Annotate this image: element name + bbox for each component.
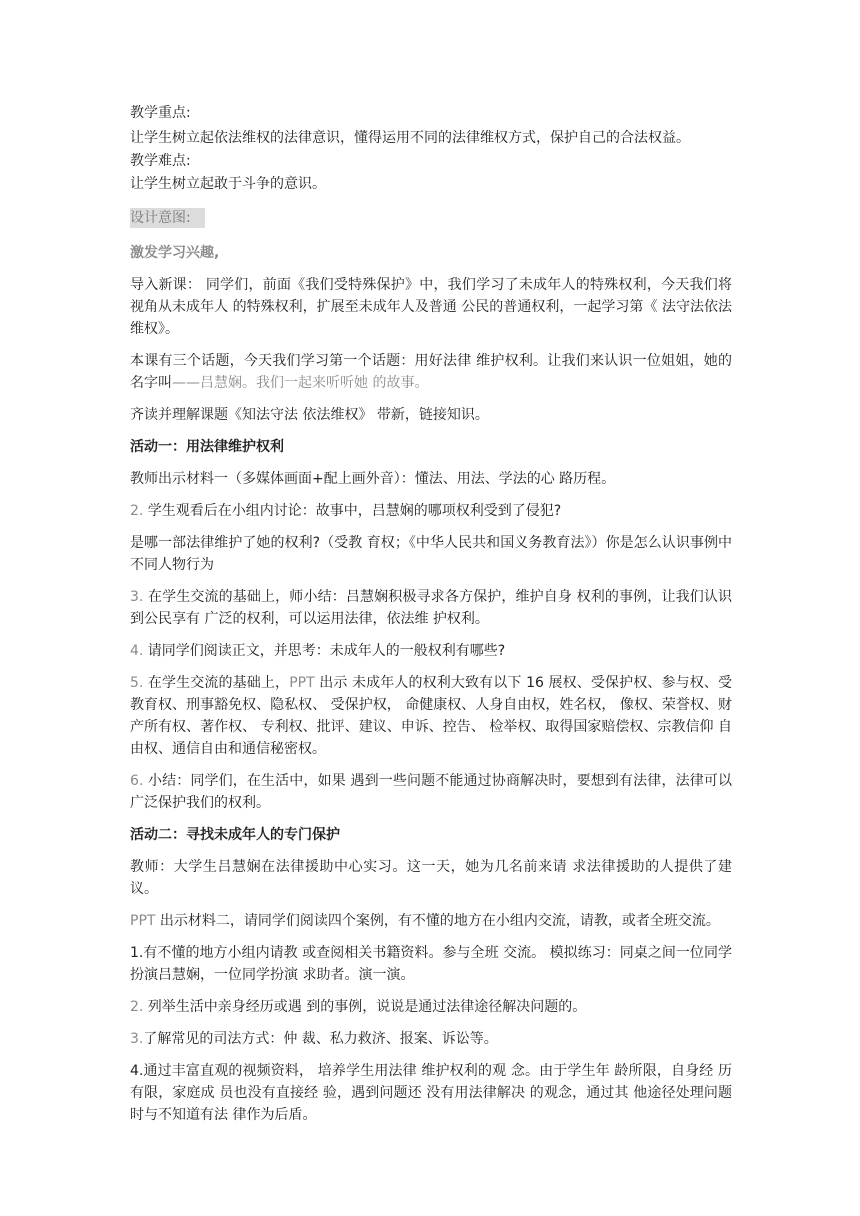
topic-gray: ——吕慧娴。我们一起来听听她 的故事。 (172, 375, 429, 391)
activity1-p3-text: 在学生交流的基础上，师小结：吕慧娴积极寻求各方保护，维护自身 权利的事例，让我们认识到公民享有 广泛的权利，可以运用法律，依法维 护权利。 (130, 589, 732, 627)
activity1-p4 (130, 640, 732, 662)
topic-paragraph (130, 350, 732, 394)
read-title-paragraph: 齐读并理解课题《知法守法 依法维权》 带新，链接知识。 (130, 407, 489, 423)
focus-label: 教学重点: (130, 105, 191, 121)
intro-paragraph: 导入新课： 同学们，前面《我们受特殊保护》中，我们学习了未成年人的特殊权利，今天我们将视角从未成年人 的特殊权利，扩展至未成年人及普通 公民的普通权利，一起学习第《 法守法依法维权》。 (130, 277, 732, 337)
activity1-p4-text: 请同学们阅读正文，并思考：未成年人的一般权利有哪些? (143, 643, 506, 659)
activity2-p1: 教师：大学生吕慧娴在法律援助中心实习。这一天，她为几名前来请 求法律援助的人提供了建议。 (130, 859, 732, 897)
activity2-p4-num: 2. (130, 999, 144, 1015)
activity2-p5-num: 3. (130, 1031, 144, 1047)
difficulty-label: 教学难点: (130, 153, 191, 169)
activity2-p2 (130, 910, 732, 932)
activity1-p3-num: 3. (130, 589, 144, 605)
document-page (130, 105, 732, 1136)
activity1-p5-text-b: 出示 未成年人的权利大致有以下 16 展权、受保护权、参与权、受教育权、刑事豁免权、隐私权、 受保护权， 命健康权、人身自由权，姓名权， 像权、荣誉权、财产所有权、著作权、 专利权、批评、建议、申诉、控告、 检举权、取得国家赔偿权、宗教信仰 自由权、通信自由和通信秘密权。 (130, 675, 732, 757)
activity2-p4 (130, 996, 732, 1018)
focus-text: 让学生树立起依法维权的法律意识，懂得运用不同的法律维权方式，保护自己的合法权益。 (130, 130, 690, 146)
activity1-p2 (130, 500, 732, 522)
activity2-title: 活动二：寻找未成年人的专门保护 (130, 827, 340, 843)
activity1-p5-text-a: 在学生交流的基础上， (143, 675, 290, 691)
activity1-p2b: 是哪一部法律维护了她的权利?（受教 育权；《中华人民共和国义务教育法》）你是怎么认识事例中不同人物行为 (130, 535, 732, 573)
activity1-p2-num: 2. (130, 503, 144, 519)
topic-main: 本课有三个话题，今天我们学习第一个话题：用好法律 维护权利。让我们来认识一位姐姐，她的名字叫 (130, 353, 732, 391)
activity2-p3: 1.有不懂的地方小组内请教 或查阅相关书籍资料。参与全班 交流。 模拟练习：同桌之间一位同学扮演吕慧娴，一位同学扮演 求助者。演一演。 (130, 945, 732, 983)
activity1-p6 (130, 770, 732, 814)
activity1-p6-num: 6. (130, 773, 144, 789)
difficulty-text: 让学生树立起敢于斗争的意识。 (130, 176, 326, 192)
activity1-p4-num: 4. (130, 643, 144, 659)
activity2-p5-text: 了解常见的司法方式：仲 裁、私力救济、报案、诉讼等。 (143, 1031, 498, 1047)
activity1-p5-num: 5. (130, 675, 144, 691)
activity1-p5-ppt: PPT (289, 675, 315, 691)
activity1-p3 (130, 586, 732, 630)
activity2-p4-text: 列举生活中亲身经历或遇 到的事例，说说是通过法律途径解决问题的。 (143, 999, 587, 1015)
activity1-p1: 教师出示材料一（多媒体画面+配上画外音）：懂法、用法、学法的心 路历程。 (130, 471, 616, 487)
activity1-title: 活动一：用法律维护权利 (130, 439, 284, 455)
activity2-p2-text: 出示材料二，请同学们阅读四个案例，有不懂的地方在小组内交流，请教，或者全班交流。 (155, 913, 720, 929)
activity1-p5 (130, 672, 732, 760)
activity2-p5 (130, 1028, 732, 1050)
interest-label: 激发学习兴趣, (130, 245, 220, 261)
activity1-p6-text: 小结：同学们，在生活中，如果 遇到一些问题不能通过协商解决时，要想到有法律，法律可以广泛保护我们的权利。 (130, 773, 732, 811)
activity2-p6: 4.通过丰富直观的视频资料， 培养学生用法律 维护权利的观 念。由于学生年 龄所限，自身经 历有限，家庭成 员也没有直接经 验，遇到问题还 没有用法律解决 的观念，通过其 他途径处理问题 时与不知道有法 律作为后盾。 (130, 1063, 732, 1123)
design-intent-label: 设计意图: (130, 208, 205, 228)
activity1-p2-text: 学生观看后在小组内讨论：故事中，吕慧娴的哪项权利受到了侵犯? (143, 503, 562, 519)
activity2-p2-ppt: PPT (130, 913, 156, 929)
